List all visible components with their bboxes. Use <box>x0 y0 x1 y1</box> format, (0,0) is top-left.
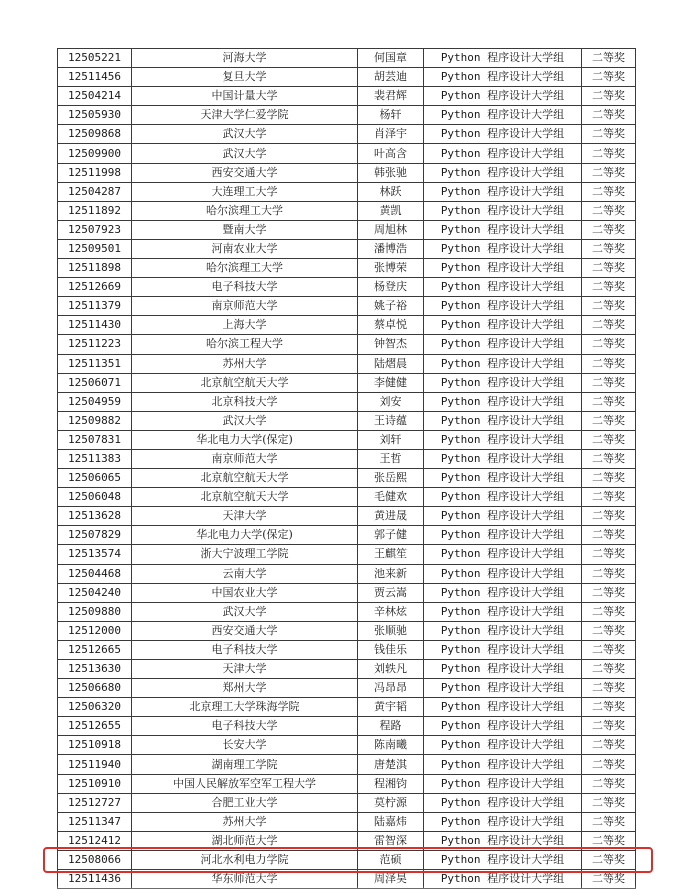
table-row <box>58 220 636 239</box>
name-cell: 李健健 <box>358 373 424 392</box>
table-row <box>58 469 636 488</box>
entry-id-cell: 12510918 <box>58 736 132 755</box>
entry-id-cell: 12507829 <box>58 526 132 545</box>
name-cell: 何国章 <box>358 49 424 68</box>
entry-id-cell: 12506320 <box>58 698 132 717</box>
table-row <box>58 679 636 698</box>
school-cell: 北京航空航天大学 <box>132 469 358 488</box>
group-cell: Python 程序设计大学组 <box>424 526 582 545</box>
school-cell: 北京科技大学 <box>132 392 358 411</box>
award-cell: 二等奖 <box>582 507 636 526</box>
table-row <box>58 335 636 354</box>
award-cell: 二等奖 <box>582 717 636 736</box>
table-row <box>58 755 636 774</box>
school-cell: 武汉大学 <box>132 144 358 163</box>
award-cell: 二等奖 <box>582 679 636 698</box>
entry-id-cell: 12504240 <box>58 583 132 602</box>
entry-id-cell: 12509880 <box>58 602 132 621</box>
name-cell: 黄进晟 <box>358 507 424 526</box>
school-cell: 复旦大学 <box>132 68 358 87</box>
table-row <box>58 602 636 621</box>
award-cell: 二等奖 <box>582 812 636 831</box>
table-row <box>58 660 636 679</box>
group-cell: Python 程序设计大学组 <box>424 278 582 297</box>
award-cell: 二等奖 <box>582 87 636 106</box>
award-cell: 二等奖 <box>582 640 636 659</box>
award-cell: 二等奖 <box>582 736 636 755</box>
name-cell: 刘安 <box>358 392 424 411</box>
name-cell: 刘轩 <box>358 430 424 449</box>
school-cell: 武汉大学 <box>132 411 358 430</box>
school-cell: 南京师范大学 <box>132 297 358 316</box>
table-row <box>58 507 636 526</box>
name-cell: 张博荣 <box>358 259 424 278</box>
school-cell: 西安交通大学 <box>132 163 358 182</box>
entry-id-cell: 12511940 <box>58 755 132 774</box>
group-cell: Python 程序设计大学组 <box>424 488 582 507</box>
school-cell: 武汉大学 <box>132 125 358 144</box>
award-cell: 二等奖 <box>582 488 636 507</box>
table-row <box>58 163 636 182</box>
group-cell: Python 程序设计大学组 <box>424 583 582 602</box>
page-top-margin <box>0 0 684 48</box>
school-cell: 合肥工业大学 <box>132 793 358 812</box>
name-cell: 雷智深 <box>358 831 424 850</box>
name-cell: 刘轶凡 <box>358 660 424 679</box>
school-cell: 上海大学 <box>132 316 358 335</box>
group-cell: Python 程序设计大学组 <box>424 640 582 659</box>
award-cell: 二等奖 <box>582 163 636 182</box>
group-cell: Python 程序设计大学组 <box>424 469 582 488</box>
name-cell: 辛林炫 <box>358 602 424 621</box>
name-cell: 杨登庆 <box>358 278 424 297</box>
school-cell: 长安大学 <box>132 736 358 755</box>
name-cell: 莫柠源 <box>358 793 424 812</box>
entry-id-cell: 12512412 <box>58 831 132 850</box>
group-cell: Python 程序设计大学组 <box>424 411 582 430</box>
school-cell: 云南大学 <box>132 564 358 583</box>
group-cell: Python 程序设计大学组 <box>424 602 582 621</box>
group-cell: Python 程序设计大学组 <box>424 430 582 449</box>
school-cell: 天津大学 <box>132 507 358 526</box>
table-row <box>58 144 636 163</box>
entry-id-cell: 12513574 <box>58 545 132 564</box>
name-cell: 王麒笙 <box>358 545 424 564</box>
name-cell: 唐楚淇 <box>358 755 424 774</box>
award-cell: 二等奖 <box>582 106 636 125</box>
name-cell: 钱佳乐 <box>358 640 424 659</box>
name-cell: 陆嘉炜 <box>358 812 424 831</box>
entry-id-cell: 12512669 <box>58 278 132 297</box>
award-cell: 二等奖 <box>582 316 636 335</box>
award-cell: 二等奖 <box>582 278 636 297</box>
group-cell: Python 程序设计大学组 <box>424 87 582 106</box>
entry-id-cell: 12504214 <box>58 87 132 106</box>
table-row <box>58 106 636 125</box>
group-cell: Python 程序设计大学组 <box>424 182 582 201</box>
award-cell: 二等奖 <box>582 335 636 354</box>
entry-id-cell: 12513630 <box>58 660 132 679</box>
entry-id-cell: 12509900 <box>58 144 132 163</box>
name-cell: 杨轩 <box>358 106 424 125</box>
award-cell: 二等奖 <box>582 449 636 468</box>
name-cell: 韩张驰 <box>358 163 424 182</box>
award-cell: 二等奖 <box>582 259 636 278</box>
group-cell: Python 程序设计大学组 <box>424 106 582 125</box>
award-cell: 二等奖 <box>582 239 636 258</box>
school-cell: 天津大学仁爱学院 <box>132 106 358 125</box>
award-cell: 二等奖 <box>582 125 636 144</box>
award-cell: 二等奖 <box>582 755 636 774</box>
group-cell: Python 程序设计大学组 <box>424 736 582 755</box>
table-row <box>58 449 636 468</box>
group-cell: Python 程序设计大学组 <box>424 373 582 392</box>
entry-id-cell: 12511436 <box>58 870 132 889</box>
group-cell: Python 程序设计大学组 <box>424 49 582 68</box>
table-row <box>58 49 636 68</box>
group-cell: Python 程序设计大学组 <box>424 545 582 564</box>
school-cell: 北京理工大学珠海学院 <box>132 698 358 717</box>
group-cell: Python 程序设计大学组 <box>424 660 582 679</box>
name-cell: 程路 <box>358 717 424 736</box>
group-cell: Python 程序设计大学组 <box>424 564 582 583</box>
name-cell: 林跃 <box>358 182 424 201</box>
entry-id-cell: 12511892 <box>58 201 132 220</box>
award-cell: 二等奖 <box>582 411 636 430</box>
table-row <box>58 278 636 297</box>
group-cell: Python 程序设计大学组 <box>424 621 582 640</box>
group-cell: Python 程序设计大学组 <box>424 870 582 889</box>
name-cell: 贾云嵩 <box>358 583 424 602</box>
name-cell: 张岳熙 <box>358 469 424 488</box>
name-cell: 张顺驰 <box>358 621 424 640</box>
school-cell: 哈尔滨工程大学 <box>132 335 358 354</box>
school-cell: 郑州大学 <box>132 679 358 698</box>
entry-id-cell: 12507923 <box>58 220 132 239</box>
name-cell: 胡芸迪 <box>358 68 424 87</box>
group-cell: Python 程序设计大学组 <box>424 449 582 468</box>
school-cell: 电子科技大学 <box>132 717 358 736</box>
awards-table-body <box>58 49 636 889</box>
award-cell: 二等奖 <box>582 602 636 621</box>
table-row <box>58 182 636 201</box>
name-cell: 程湘钧 <box>358 774 424 793</box>
school-cell: 中国计量大学 <box>132 87 358 106</box>
group-cell: Python 程序设计大学组 <box>424 68 582 87</box>
school-cell: 中国农业大学 <box>132 583 358 602</box>
school-cell: 苏州大学 <box>132 812 358 831</box>
group-cell: Python 程序设计大学组 <box>424 793 582 812</box>
name-cell: 蔡卓悦 <box>358 316 424 335</box>
award-cell: 二等奖 <box>582 297 636 316</box>
school-cell: 大连理工大学 <box>132 182 358 201</box>
group-cell: Python 程序设计大学组 <box>424 125 582 144</box>
name-cell: 冯昂昂 <box>358 679 424 698</box>
table-row <box>58 736 636 755</box>
group-cell: Python 程序设计大学组 <box>424 831 582 850</box>
award-cell: 二等奖 <box>582 870 636 889</box>
award-cell: 二等奖 <box>582 220 636 239</box>
entry-id-cell: 12511383 <box>58 449 132 468</box>
school-cell: 电子科技大学 <box>132 640 358 659</box>
school-cell: 湖南理工学院 <box>132 755 358 774</box>
table-row <box>58 640 636 659</box>
table-row <box>58 831 636 850</box>
table-row <box>58 201 636 220</box>
award-cell: 二等奖 <box>582 354 636 373</box>
entry-id-cell: 12511998 <box>58 163 132 182</box>
school-cell: 南京师范大学 <box>132 449 358 468</box>
table-row <box>58 239 636 258</box>
group-cell: Python 程序设计大学组 <box>424 259 582 278</box>
award-cell: 二等奖 <box>582 583 636 602</box>
school-cell: 华北电力大学(保定) <box>132 526 358 545</box>
name-cell: 王诗蕴 <box>358 411 424 430</box>
award-cell: 二等奖 <box>582 526 636 545</box>
award-cell: 二等奖 <box>582 698 636 717</box>
school-cell: 华北电力大学(保定) <box>132 430 358 449</box>
award-cell: 二等奖 <box>582 49 636 68</box>
name-cell: 潘博浩 <box>358 239 424 258</box>
name-cell: 裴君辉 <box>358 87 424 106</box>
entry-id-cell: 12512665 <box>58 640 132 659</box>
table-row <box>58 545 636 564</box>
name-cell: 陈南曦 <box>358 736 424 755</box>
table-row <box>58 774 636 793</box>
school-cell: 北京航空航天大学 <box>132 373 358 392</box>
school-cell: 苏州大学 <box>132 354 358 373</box>
entry-id-cell: 12506048 <box>58 488 132 507</box>
entry-id-cell: 12511351 <box>58 354 132 373</box>
entry-id-cell: 12509868 <box>58 125 132 144</box>
award-cell: 二等奖 <box>582 68 636 87</box>
table-row <box>58 87 636 106</box>
name-cell: 范硕 <box>358 850 424 869</box>
group-cell: Python 程序设计大学组 <box>424 144 582 163</box>
table-row <box>58 68 636 87</box>
group-cell: Python 程序设计大学组 <box>424 698 582 717</box>
school-cell: 西安交通大学 <box>132 621 358 640</box>
entry-id-cell: 12504959 <box>58 392 132 411</box>
group-cell: Python 程序设计大学组 <box>424 297 582 316</box>
group-cell: Python 程序设计大学组 <box>424 850 582 869</box>
award-cell: 二等奖 <box>582 774 636 793</box>
group-cell: Python 程序设计大学组 <box>424 717 582 736</box>
name-cell: 王哲 <box>358 449 424 468</box>
award-cell: 二等奖 <box>582 201 636 220</box>
name-cell: 叶高含 <box>358 144 424 163</box>
entry-id-cell: 12506680 <box>58 679 132 698</box>
group-cell: Python 程序设计大学组 <box>424 812 582 831</box>
name-cell: 毛健欢 <box>358 488 424 507</box>
name-cell: 周旭林 <box>358 220 424 239</box>
award-cell: 二等奖 <box>582 144 636 163</box>
entry-id-cell: 12512727 <box>58 793 132 812</box>
entry-id-cell: 12507831 <box>58 430 132 449</box>
entry-id-cell: 12506065 <box>58 469 132 488</box>
school-cell: 哈尔滨理工大学 <box>132 201 358 220</box>
award-cell: 二等奖 <box>582 392 636 411</box>
table-row <box>58 621 636 640</box>
award-cell: 二等奖 <box>582 182 636 201</box>
entry-id-cell: 12511456 <box>58 68 132 87</box>
entry-id-cell: 12509882 <box>58 411 132 430</box>
entry-id-cell: 12512000 <box>58 621 132 640</box>
school-cell: 华东师范大学 <box>132 870 358 889</box>
school-cell: 中国人民解放军空军工程大学 <box>132 774 358 793</box>
school-cell: 武汉大学 <box>132 602 358 621</box>
table-row <box>58 430 636 449</box>
school-cell: 河北水利电力学院 <box>132 850 358 869</box>
entry-id-cell: 12511898 <box>58 259 132 278</box>
entry-id-cell: 12511347 <box>58 812 132 831</box>
table-row <box>58 850 636 869</box>
entry-id-cell: 12504468 <box>58 564 132 583</box>
entry-id-cell: 12511379 <box>58 297 132 316</box>
group-cell: Python 程序设计大学组 <box>424 392 582 411</box>
entry-id-cell: 12512655 <box>58 717 132 736</box>
table-row <box>58 392 636 411</box>
table-row <box>58 373 636 392</box>
school-cell: 北京航空航天大学 <box>132 488 358 507</box>
table-row <box>58 125 636 144</box>
group-cell: Python 程序设计大学组 <box>424 774 582 793</box>
name-cell: 周泽昊 <box>358 870 424 889</box>
table-row <box>58 488 636 507</box>
group-cell: Python 程序设计大学组 <box>424 220 582 239</box>
award-cell: 二等奖 <box>582 545 636 564</box>
name-cell: 钟智杰 <box>358 335 424 354</box>
school-cell: 哈尔滨理工大学 <box>132 259 358 278</box>
school-cell: 暨南大学 <box>132 220 358 239</box>
entry-id-cell: 12511223 <box>58 335 132 354</box>
award-cell: 二等奖 <box>582 430 636 449</box>
table-row <box>58 564 636 583</box>
award-cell: 二等奖 <box>582 660 636 679</box>
entry-id-cell: 12504287 <box>58 182 132 201</box>
award-cell: 二等奖 <box>582 621 636 640</box>
table-row <box>58 793 636 812</box>
table-row <box>58 354 636 373</box>
school-cell: 河南农业大学 <box>132 239 358 258</box>
name-cell: 黄凯 <box>358 201 424 220</box>
award-cell: 二等奖 <box>582 564 636 583</box>
entry-id-cell: 12511430 <box>58 316 132 335</box>
entry-id-cell: 12509501 <box>58 239 132 258</box>
table-row <box>58 526 636 545</box>
group-cell: Python 程序设计大学组 <box>424 335 582 354</box>
group-cell: Python 程序设计大学组 <box>424 239 582 258</box>
table-row <box>58 812 636 831</box>
school-cell: 电子科技大学 <box>132 278 358 297</box>
award-cell: 二等奖 <box>582 850 636 869</box>
name-cell: 池来新 <box>358 564 424 583</box>
entry-id-cell: 12505930 <box>58 106 132 125</box>
table-row <box>58 259 636 278</box>
group-cell: Python 程序设计大学组 <box>424 316 582 335</box>
page-bottom-fade <box>0 886 684 896</box>
entry-id-cell: 12513628 <box>58 507 132 526</box>
group-cell: Python 程序设计大学组 <box>424 163 582 182</box>
table-row <box>58 411 636 430</box>
group-cell: Python 程序设计大学组 <box>424 201 582 220</box>
group-cell: Python 程序设计大学组 <box>424 354 582 373</box>
school-cell: 浙大宁波理工学院 <box>132 545 358 564</box>
entry-id-cell: 12505221 <box>58 49 132 68</box>
awards-table <box>57 48 636 889</box>
table-row <box>58 297 636 316</box>
school-cell: 天津大学 <box>132 660 358 679</box>
entry-id-cell: 12510910 <box>58 774 132 793</box>
table-row <box>58 717 636 736</box>
entry-id-cell: 12508066 <box>58 850 132 869</box>
award-cell: 二等奖 <box>582 831 636 850</box>
name-cell: 郭子健 <box>358 526 424 545</box>
award-cell: 二等奖 <box>582 373 636 392</box>
table-row <box>58 316 636 335</box>
table-row <box>58 698 636 717</box>
award-cell: 二等奖 <box>582 469 636 488</box>
name-cell: 肖泽宇 <box>358 125 424 144</box>
school-cell: 河海大学 <box>132 49 358 68</box>
entry-id-cell: 12506071 <box>58 373 132 392</box>
group-cell: Python 程序设计大学组 <box>424 507 582 526</box>
group-cell: Python 程序设计大学组 <box>424 679 582 698</box>
name-cell: 黄宇韬 <box>358 698 424 717</box>
table-row <box>58 583 636 602</box>
group-cell: Python 程序设计大学组 <box>424 755 582 774</box>
school-cell: 湖北师范大学 <box>132 831 358 850</box>
award-cell: 二等奖 <box>582 793 636 812</box>
name-cell: 陆熠晨 <box>358 354 424 373</box>
name-cell: 姚子裕 <box>358 297 424 316</box>
